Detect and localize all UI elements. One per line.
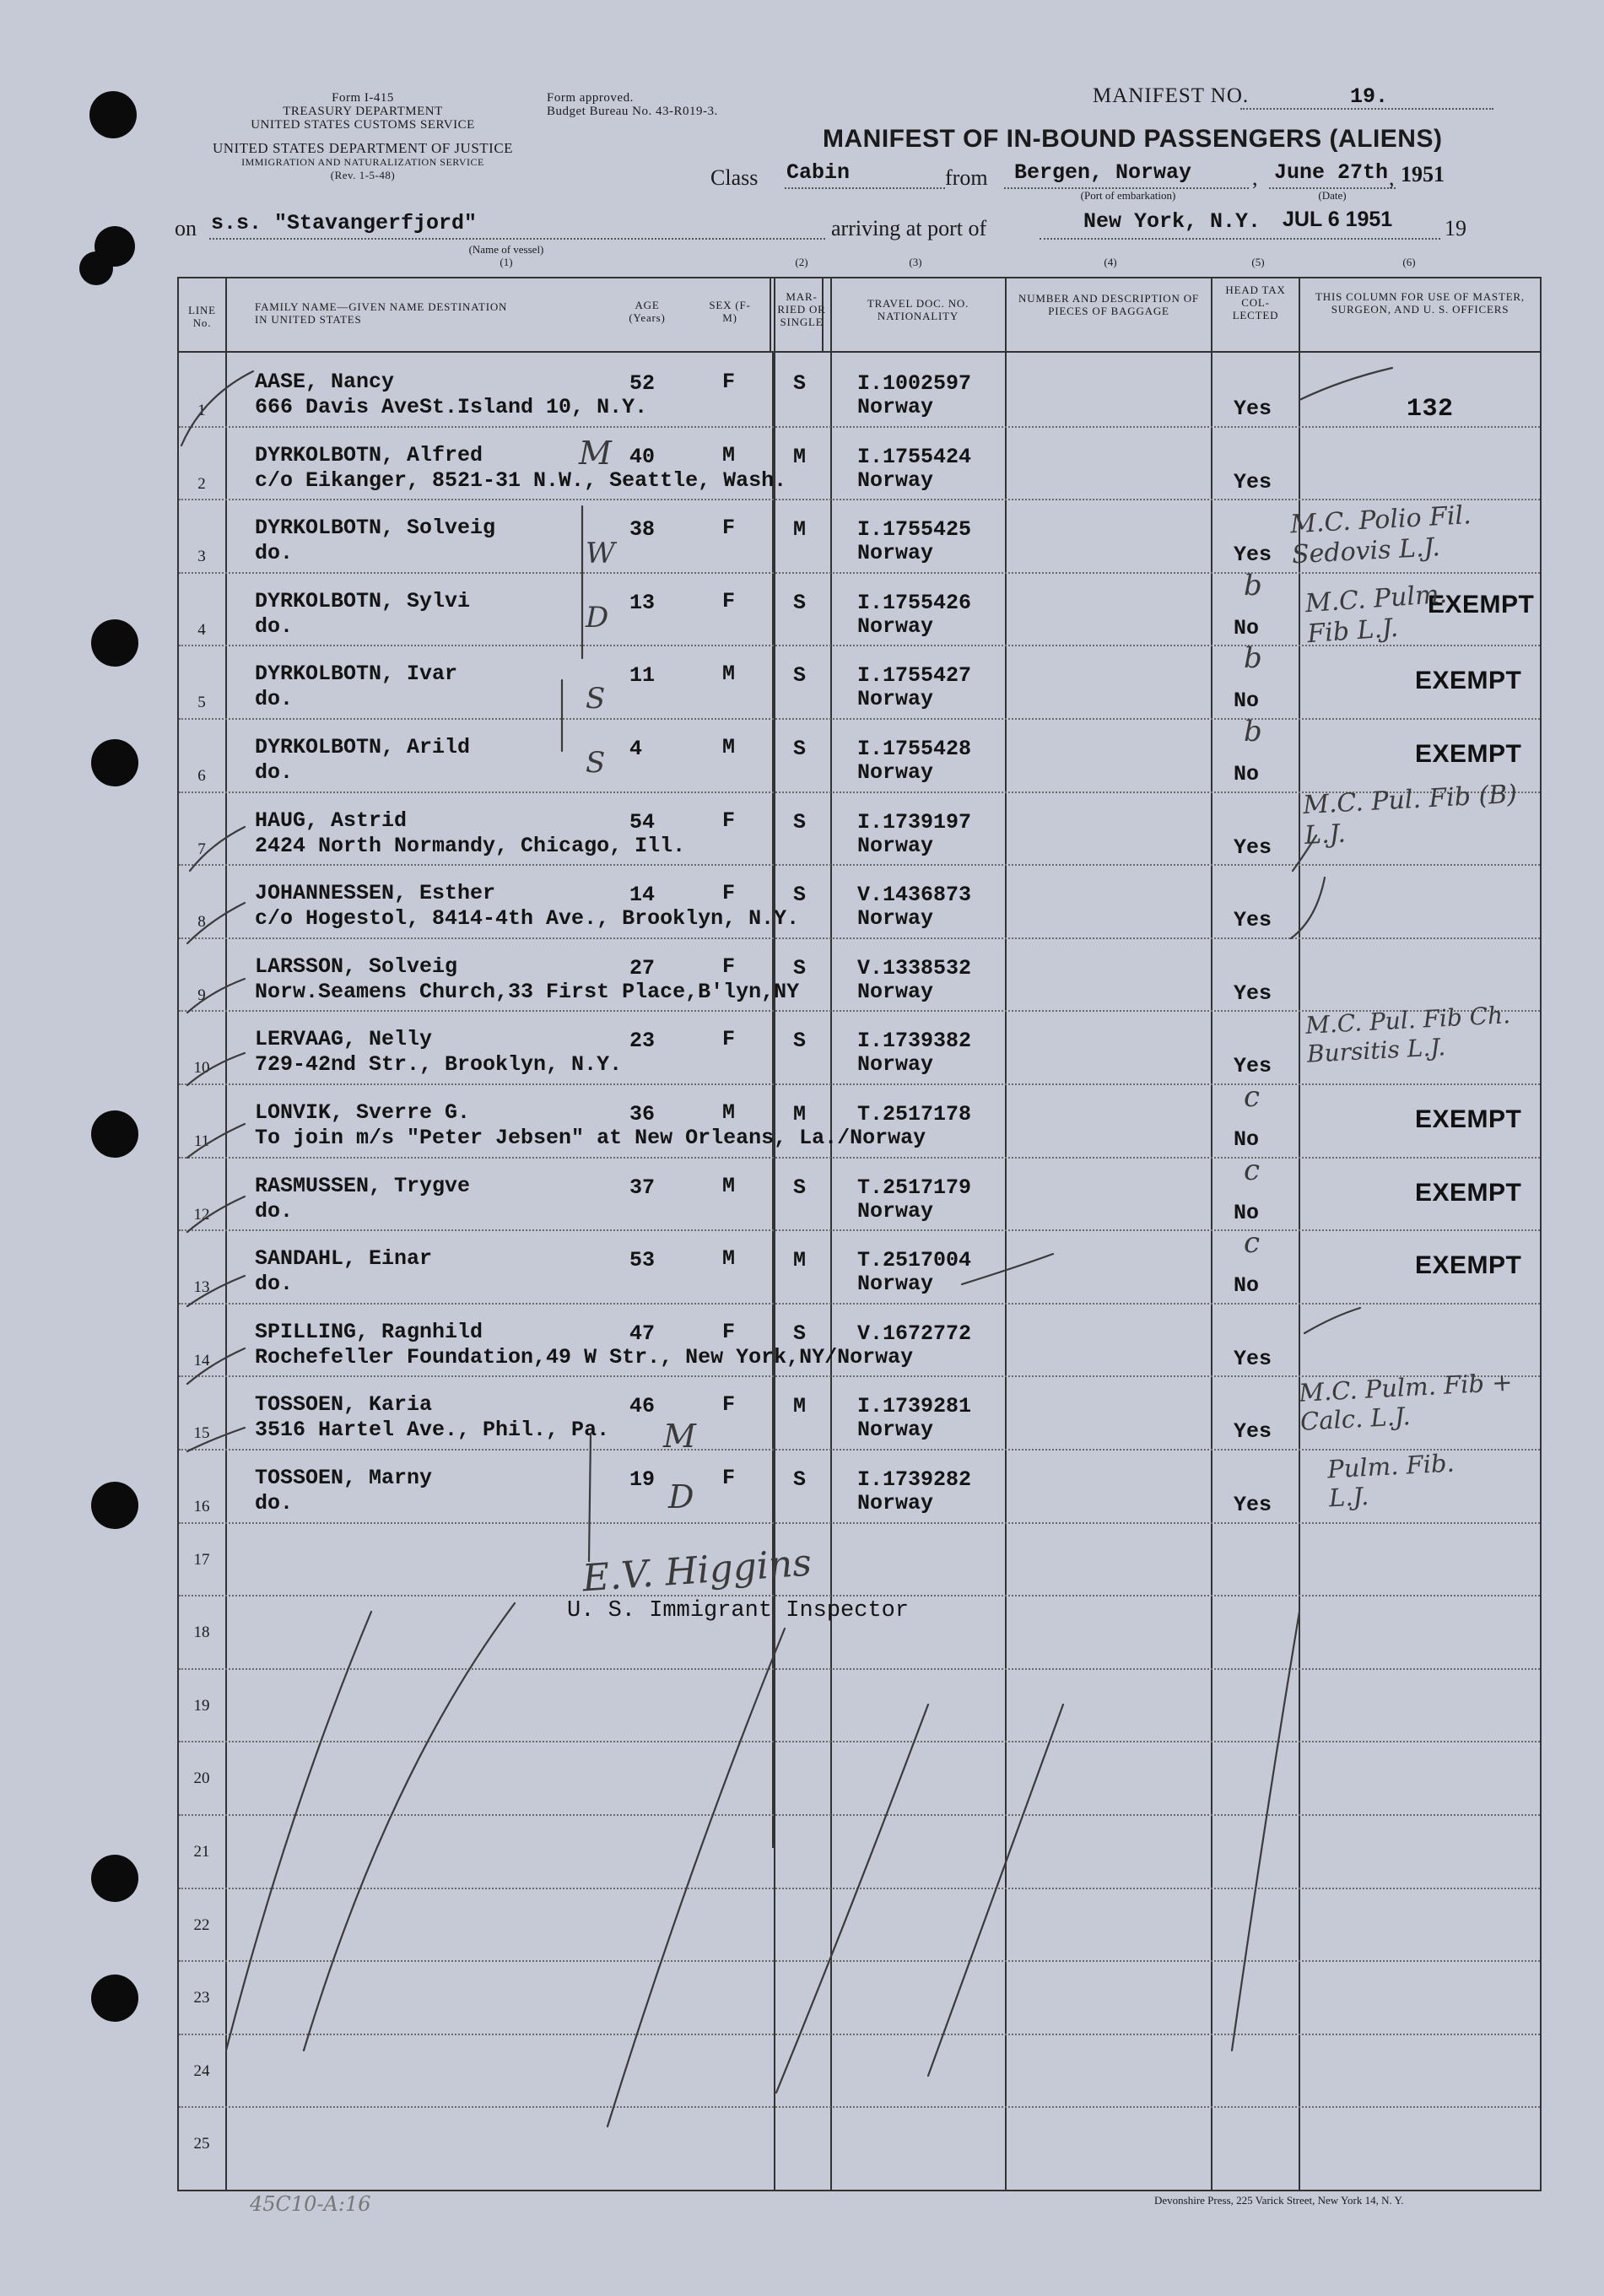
note-text: M.C. Pulm. Fib L.J. [1304, 579, 1449, 650]
passenger-age: 23 [629, 1029, 656, 1054]
line-number: 16 [193, 1498, 210, 1515]
port-caption: (Port of embarkation) [1080, 189, 1176, 202]
head-tax: Yes [1234, 908, 1272, 933]
page-title: MANIFEST OF IN-BOUND PASSENGERS (ALIENS) [823, 125, 1443, 153]
passenger-name: DYRKOLBOTN, Ivar [255, 662, 458, 687]
inspector-signature: E.V. Higgins [581, 1541, 813, 1601]
check-mark [187, 1053, 245, 1085]
margin-mark: M [579, 435, 612, 472]
passenger-age: 40 [629, 444, 656, 469]
head-tax: Yes [1234, 1419, 1272, 1445]
from-label: from [945, 165, 988, 190]
comma: , [1389, 165, 1395, 190]
col-header-married: MAR-RIED OR SINGLE [777, 290, 826, 328]
line-number: 11 [193, 1132, 210, 1150]
passenger-name: AASE, Nancy [255, 370, 395, 394]
line-number: 9 [197, 986, 206, 1004]
passenger-destination: do. [255, 687, 294, 712]
travel-doc-no: V.1672772 [857, 1321, 972, 1346]
officer-note: 132 [1407, 395, 1454, 424]
check-mark [187, 903, 245, 943]
margin-mark: D [586, 601, 609, 635]
line-number: 21 [193, 1843, 210, 1861]
passenger-sex: F [722, 881, 736, 906]
passenger-sex: F [722, 1319, 736, 1344]
head-tax: No [1234, 1127, 1260, 1152]
cross-line [776, 1704, 928, 2093]
comma: , [1252, 165, 1258, 190]
officer-note: EXEMPT [1415, 740, 1522, 768]
passenger-name: HAUG, Astrid [255, 808, 408, 833]
note-text: Pulm. Fib. L.J. [1326, 1448, 1455, 1513]
class-label: Class [710, 165, 759, 190]
year-value: 1951 [1401, 162, 1445, 186]
nationality: Norway [857, 1198, 934, 1224]
line-number: 4 [197, 620, 206, 639]
check-mark [1304, 1308, 1360, 1333]
travel-doc-no: I.1755427 [857, 663, 972, 689]
line-number: 2 [197, 474, 206, 493]
col-num: (3) [909, 256, 922, 268]
margin-mark: S [586, 682, 606, 716]
passenger-age: 27 [629, 955, 656, 981]
note-text: M.C. Pul. Fib Ch. Bursitis L.J. [1304, 1001, 1511, 1068]
margin-mark: D [668, 1478, 694, 1515]
line-number: 13 [193, 1278, 210, 1297]
passenger-age: 46 [629, 1394, 656, 1419]
check-mark [187, 1276, 245, 1306]
head-tax: No [1234, 762, 1260, 786]
line-number: 19 [193, 1696, 210, 1715]
doj-label: UNITED STATES DEPARTMENT OF JUSTICE [212, 140, 514, 156]
travel-doc-no: I.1739197 [857, 809, 972, 835]
travel-doc-no: I.1739281 [857, 1394, 972, 1419]
passenger-name: DYRKOLBOTN, Solveig [255, 516, 496, 541]
manifest-no-label: MANIFEST NO. [1093, 84, 1250, 107]
travel-doc-no: I.1755424 [857, 444, 972, 469]
line-number: 5 [197, 694, 206, 712]
nationality: Norway [857, 833, 934, 858]
travel-doc-no: T.2517178 [857, 1102, 972, 1126]
passenger-age: 38 [629, 517, 656, 543]
line-number: 18 [193, 1623, 210, 1642]
passenger-sex: F [722, 1027, 736, 1052]
passenger-name: TOSSOEN, Marny [255, 1466, 433, 1490]
footer-left-note: 45C10-A:16 [250, 2192, 371, 2216]
from-value: Bergen, Norway [1014, 160, 1192, 185]
check-mark [187, 1428, 245, 1451]
inspector-title: U. S. Immigrant Inspector [567, 1598, 910, 1623]
passenger-marital: M [793, 1102, 807, 1126]
check-mark [187, 1124, 245, 1158]
check-mark [187, 1348, 245, 1384]
travel-doc-no: I.1739382 [857, 1029, 972, 1054]
officer-note: EXEMPT [1415, 1251, 1522, 1280]
date-stamp: JUL 6 1951 [1283, 208, 1393, 231]
margin-mark: W [586, 537, 615, 570]
passenger-marital: S [793, 590, 807, 615]
passenger-name: RASMUSSEN, Trygve [255, 1173, 471, 1198]
travel-doc-no: I.1755428 [857, 737, 972, 761]
tax-mark: c [1244, 1080, 1261, 1114]
line-number: 7 [197, 840, 206, 858]
passenger-destination: do. [255, 1272, 294, 1297]
passenger-age: 4 [629, 737, 643, 761]
travel-doc-no: T.2517179 [857, 1175, 972, 1200]
passenger-name: DYRKOLBOTN, Alfred [255, 442, 483, 467]
head-tax: Yes [1234, 469, 1272, 494]
line-number: 1 [197, 402, 206, 419]
line-number: 22 [193, 1915, 210, 1934]
passenger-age: 14 [629, 883, 656, 908]
line-number: 6 [197, 767, 206, 785]
nationality: Norway [857, 613, 934, 639]
col-num: (6) [1402, 256, 1416, 268]
passenger-age: 47 [629, 1321, 656, 1346]
tax-mark: b [1244, 568, 1262, 602]
line-number: 20 [193, 1769, 210, 1788]
margin-mark: S [586, 746, 606, 780]
passenger-sex: M [722, 1100, 736, 1125]
passenger-sex: F [722, 954, 736, 979]
passenger-sex: M [722, 1246, 736, 1272]
head-tax: No [1234, 689, 1260, 714]
arriving-label: arriving at port of [831, 216, 987, 240]
arrival-port: New York, N.Y. [1083, 209, 1261, 234]
passenger-age: 19 [629, 1467, 656, 1492]
tax-mark: b [1244, 641, 1262, 676]
head-tax: Yes [1234, 1493, 1272, 1517]
head-tax: Yes [1234, 543, 1272, 568]
passenger-name: DYRKOLBOTN, Sylvi [255, 588, 471, 613]
passenger-name: TOSSOEN, Karia [255, 1392, 433, 1418]
passenger-sex: M [722, 442, 736, 467]
check-mark [187, 979, 245, 1013]
check-mark [187, 1197, 245, 1232]
passenger-marital: S [793, 883, 807, 908]
check-mark [1299, 368, 1392, 400]
date-value: June 27th [1274, 160, 1389, 185]
head-tax: Yes [1234, 981, 1272, 1006]
nationality: Norway [857, 395, 934, 419]
passenger-sex: F [722, 1466, 736, 1490]
passenger-sex: M [722, 662, 736, 687]
passenger-age: 36 [629, 1102, 656, 1126]
bracket-line [589, 1434, 591, 1561]
travel-doc-no: I.1755426 [857, 590, 972, 615]
head-tax: Yes [1234, 1346, 1272, 1371]
head-tax: No [1234, 1200, 1260, 1225]
passenger-destination: do. [255, 1198, 294, 1224]
passenger-age: 37 [629, 1175, 656, 1200]
passenger-marital: S [793, 1467, 807, 1492]
note-text: M.C. Pul. Fib (B) L.J. [1302, 779, 1518, 851]
line-number: 24 [193, 2061, 210, 2080]
check-mark [181, 371, 253, 446]
passenger-age: 52 [629, 371, 656, 396]
cross-line [304, 1603, 515, 2050]
col-header-age: AGE (Years) [629, 299, 666, 324]
nationality: Norway [857, 906, 934, 932]
approval-line: Form approved. [547, 91, 634, 105]
passenger-age: 53 [629, 1248, 656, 1273]
passenger-sex: M [722, 735, 736, 759]
nationality: Norway [857, 760, 934, 785]
col-header-tax: HEAD TAX COL-LECTED [1225, 284, 1286, 321]
passenger-sex: F [722, 516, 736, 541]
col-header-officers: THIS COLUMN FOR USE OF MASTER, SURGEON, AND U. S. OFFICERS [1315, 290, 1525, 316]
line-number: 10 [193, 1059, 210, 1078]
travel-doc-no: I.1755425 [857, 517, 972, 543]
line-number: 17 [193, 1550, 210, 1569]
note-text: M.C. Polio Fil. Sedovis L.J. [1289, 500, 1472, 570]
passenger-sex: M [722, 1173, 736, 1198]
passenger-destination: do. [255, 541, 294, 566]
col-header-line: LINE No. [188, 304, 216, 329]
nationality: Norway [857, 467, 934, 493]
passenger-sex: F [722, 370, 736, 394]
line-number: 8 [197, 913, 206, 932]
printer-imprint: Devonshire Press, 225 Varick Street, New York 14, N. Y. [1154, 2194, 1404, 2207]
col-header-name: FAMILY NAME—GIVEN NAME DESTINATION IN UNITED STATES [255, 300, 508, 326]
passenger-age: 13 [629, 590, 656, 615]
margin-mark: M [663, 1418, 696, 1455]
cross-line [928, 1704, 1063, 2076]
tax-mark: c [1244, 1153, 1261, 1187]
passenger-name: LONVIK, Sverre G. [255, 1100, 471, 1125]
nationality: Norway [857, 1272, 934, 1297]
passenger-marital: M [793, 1248, 807, 1273]
col-header-baggage: NUMBER AND DESCRIPTION OF PIECES OF BAGGAGE [1018, 292, 1199, 317]
travel-doc-no: V.1436873 [857, 883, 972, 908]
passenger-marital: M [793, 444, 807, 469]
treasury-label: TREASURY DEPARTMENT [283, 105, 443, 118]
passenger-marital: S [793, 1029, 807, 1054]
on-label: on [175, 216, 197, 240]
passenger-destination: do. [255, 1491, 294, 1515]
passenger-destination: Rochefeller Foundation,49 W Str., New York,NY/Norway [255, 1344, 914, 1369]
note-text: M.C. Pulm. Fib + Calc. L.J. [1298, 1367, 1514, 1436]
check-mark [190, 827, 245, 871]
passenger-destination: To join m/s "Peter Jebsen" at New Orleans, La./Norway [255, 1126, 926, 1150]
col-num: (4) [1104, 256, 1117, 268]
passenger-destination: 2424 North Normandy, Chicago, Ill. [255, 833, 686, 858]
head-tax: Yes [1234, 1054, 1272, 1079]
passenger-name: SANDAHL, Einar [255, 1246, 433, 1272]
travel-doc-no: T.2517004 [857, 1248, 972, 1273]
check-mark [1293, 835, 1316, 871]
tax-mark: b [1244, 715, 1262, 748]
line-number: 12 [193, 1205, 210, 1224]
cross-line [1232, 1612, 1299, 2050]
passenger-name: JOHANNESSEN, Esther [255, 881, 496, 906]
head-tax: Yes [1234, 835, 1272, 860]
nationality: Norway [857, 541, 934, 566]
col-num: (5) [1251, 256, 1265, 268]
passenger-marital: S [793, 663, 807, 689]
ins-label: IMMIGRATION AND NATURALIZATION SERVICE [241, 156, 484, 168]
passenger-marital: M [793, 1394, 807, 1419]
passenger-name: LERVAAG, Nelly [255, 1027, 433, 1052]
line-number: 14 [193, 1351, 210, 1369]
travel-doc-no: I.1002597 [857, 371, 972, 396]
passenger-destination: c/o Eikanger, 8521-31 N.W., Seattle, Wash. [255, 467, 787, 493]
passenger-name: LARSSON, Solveig [255, 954, 458, 979]
passenger-sex: F [722, 588, 736, 613]
passenger-marital: S [793, 1321, 807, 1346]
class-value: Cabin [786, 160, 851, 185]
passenger-marital: M [793, 517, 807, 543]
passenger-name: DYRKOLBOTN, Arild [255, 735, 471, 759]
passenger-sex: F [722, 808, 736, 833]
travel-doc-no: I.1739282 [857, 1467, 972, 1492]
line-number: 25 [193, 2135, 210, 2153]
head-tax: Yes [1234, 397, 1272, 421]
check-mark [962, 1254, 1053, 1284]
passenger-destination: 3516 Hartel Ave., Phil., Pa. [255, 1418, 610, 1443]
passenger-age: 11 [629, 663, 656, 689]
vessel-name: s.s. "Stavangerfjord" [211, 211, 478, 235]
nationality: Norway [857, 1052, 934, 1078]
col-header-travel: TRAVEL DOC. NO. NATIONALITY [867, 297, 969, 322]
passenger-marital: S [793, 955, 807, 981]
passenger-marital: S [793, 809, 807, 835]
head-tax: No [1234, 1273, 1260, 1299]
vessel-caption-num: (1) [500, 256, 513, 268]
manifest-no-value: 19. [1350, 84, 1389, 109]
passenger-age: 54 [629, 809, 656, 835]
head-tax: No [1234, 615, 1260, 640]
passenger-destination: c/o Hogestol, 8414-4th Ave., Brooklyn, N.Y. [255, 906, 800, 932]
travel-doc-no: V.1338532 [857, 955, 972, 981]
customs-label: UNITED STATES CUSTOMS SERVICE [251, 118, 475, 132]
passenger-sex: F [722, 1392, 736, 1418]
passenger-marital: S [793, 1175, 807, 1200]
passenger-name: SPILLING, Ragnhild [255, 1319, 483, 1344]
officer-note: EXEMPT [1415, 1178, 1522, 1207]
line-number: 23 [193, 1989, 210, 2007]
col-num: (2) [795, 256, 808, 268]
year-suffix: 19 [1445, 216, 1466, 240]
check-mark [1291, 878, 1325, 938]
passenger-marital: S [793, 737, 807, 761]
passenger-destination: Norw.Seamens Church,33 First Place,B'lyn,NY [255, 979, 800, 1004]
rev-label: (Rev. 1-5-48) [330, 169, 396, 181]
nationality: Norway [857, 687, 934, 712]
line-number: 3 [197, 548, 206, 566]
officer-note: EXEMPT [1428, 590, 1535, 619]
vessel-caption: (Name of vessel) [468, 243, 544, 256]
passenger-destination: 729-42nd Str., Brooklyn, N.Y. [255, 1052, 623, 1078]
nationality: Norway [857, 1418, 934, 1443]
budget-line: Budget Bureau No. 43-R019-3. [547, 105, 718, 118]
tax-mark: c [1244, 1226, 1261, 1261]
passenger-destination: do. [255, 613, 294, 639]
cross-line [608, 1629, 785, 2126]
passenger-destination: 666 Davis AveSt.Island 10, N.Y. [255, 395, 648, 419]
nationality: Norway [857, 1491, 934, 1515]
cross-line [226, 1612, 371, 2050]
form-number: Form I-415 [332, 91, 394, 105]
date-caption: (Date) [1318, 189, 1347, 202]
passenger-destination: do. [255, 760, 294, 785]
nationality: Norway [857, 979, 934, 1004]
line-number: 15 [193, 1424, 210, 1443]
col-header-sex: SEX (F-M) [709, 299, 751, 324]
passenger-marital: S [793, 371, 807, 396]
officer-note: EXEMPT [1415, 667, 1522, 695]
officer-note: EXEMPT [1415, 1105, 1522, 1133]
